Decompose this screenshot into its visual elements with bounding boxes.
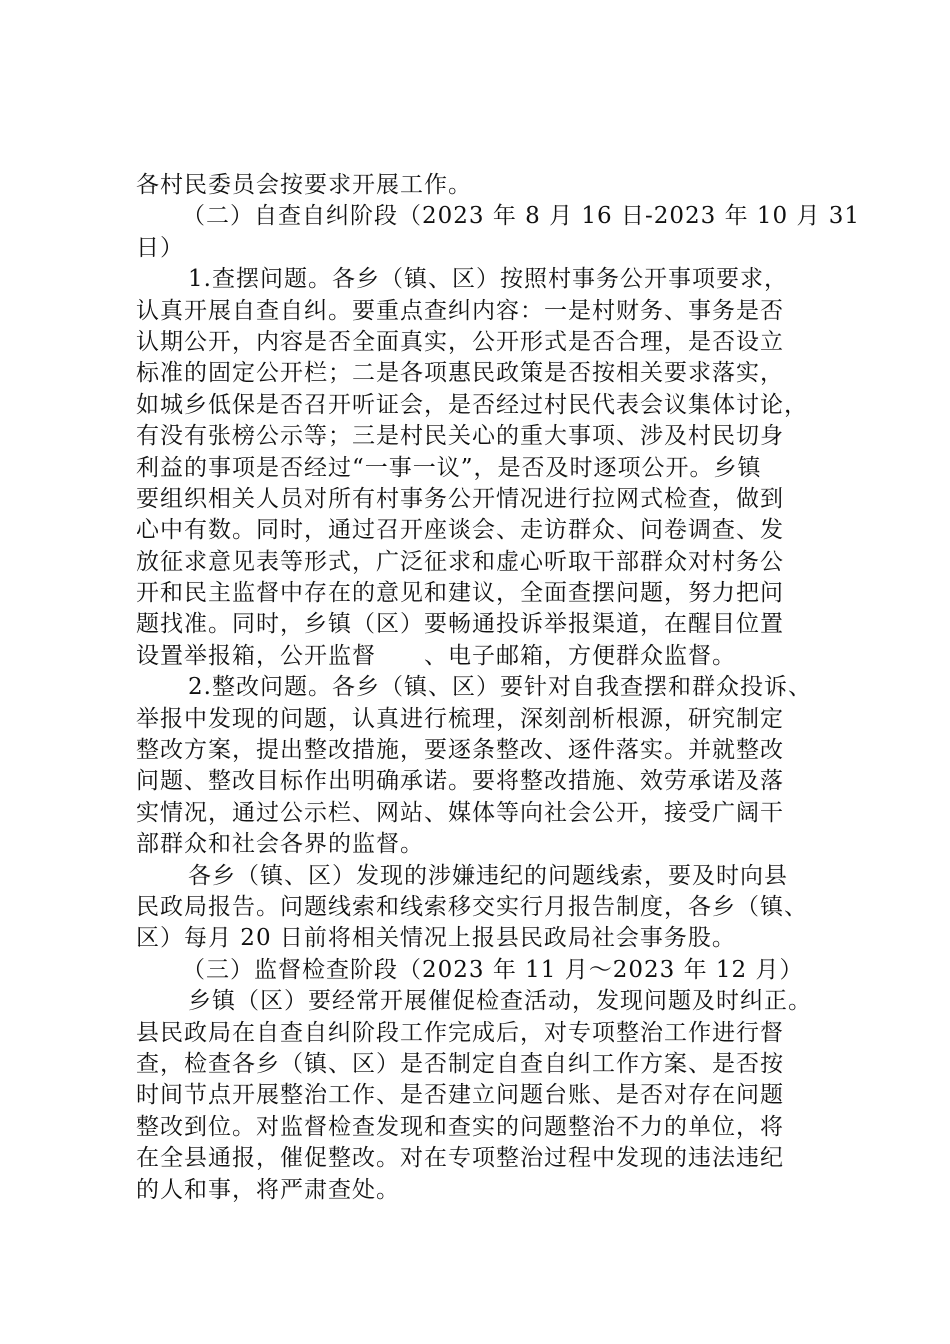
text-line: 标准的固定公开栏；二是各项惠民政策是否按相关要求落实，: [136, 360, 784, 387]
text-line: 题找准。同时，乡镇（区）要畅通投诉举报渠道，在醒目位置: [136, 611, 784, 638]
text-line: 认期公开，内容是否全面真实，公开形式是否合理，是否设立: [136, 328, 784, 355]
text-line: 时间节点开展整治工作、是否建立问题台账、是否对存在问题: [136, 1082, 784, 1109]
paragraph-start: 2.整改问题。各乡（镇、区）要针对自我查摆和群众投诉、: [188, 674, 812, 701]
text-line: 整改方案，提出整改措施，要逐条整改、逐件落实。并就整改: [136, 737, 784, 764]
section-heading: （三）监督检查阶段（2023 年 11 月～2023 年 12 月）: [182, 956, 804, 983]
text-line: 各村民委员会按要求开展工作。: [136, 172, 472, 198]
text-line: 利益的事项是否经过“一事一议”，是否及时逐项公开。乡镇: [136, 454, 762, 481]
text-line: 县民政局在自查自纠阶段工作完成后，对专项整治工作进行督: [136, 1019, 784, 1046]
document-body: [136, 170, 861, 1206]
text-line: 举报中发现的问题，认真进行梳理，深刻剖析根源，研究制定: [136, 705, 784, 732]
text-line: 区）每月 20 日前将相关情况上报县民政局社会事务股。: [136, 925, 736, 952]
text-line: 实情况，通过公示栏、网站、媒体等向社会公开，接受广阔干: [136, 799, 784, 826]
text-line: 如城乡低保是否召开听证会，是否经过村民代表会议集体讨论，: [136, 391, 808, 418]
text-line: 要组织相关人员对所有村事务公开情况进行拉网式检查，做到: [136, 485, 784, 512]
section-heading: （二）自查自纠阶段（2023 年 8 月 16 日-2023 年 10 月 31: [182, 203, 861, 230]
text-line: 在全县通报，催促整改。对在专项整治过程中发现的违法违纪: [136, 1145, 784, 1172]
text-line: 问题、整改目标作出明确承诺。要将整改措施、效劳承诺及落: [136, 768, 784, 795]
paragraph-start: 乡镇（区）要经常开展催促检查活动，发现问题及时纠正。: [188, 988, 812, 1015]
text-line: 的人和事，将严肃查处。: [136, 1176, 400, 1203]
text-line: 开和民主监督中存在的意见和建议，全面查摆问题，努力把问: [136, 580, 784, 607]
text-line: 放征求意见表等形式，广泛征求和虚心听取干部群众对村务公: [136, 548, 784, 575]
text-line: 设置举报箱，公开监督 、电子邮箱，方便群众监督。: [136, 642, 736, 669]
text-line: 心中有数。同时，通过召开座谈会、走访群众、问卷调查、发: [136, 517, 784, 544]
text-line: 有没有张榜公示等；三是村民关心的重大事项、涉及村民切身: [136, 423, 784, 450]
text-line: 部群众和社会各界的监督。: [136, 831, 424, 858]
text-line: 民政局报告。问题线索和线索移交实行月报告制度，各乡（镇、: [136, 893, 808, 920]
text-line: 日）: [136, 234, 184, 261]
text-line: 查，检查各乡（镇、区）是否制定自查自纠工作方案、是否按: [136, 1050, 784, 1077]
paragraph-start: 各乡（镇、区）发现的涉嫌违纪的问题线索，要及时向县: [188, 862, 788, 889]
paragraph-start: 1.查摆问题。各乡（镇、区）按照村事务公开事项要求，: [188, 266, 788, 293]
text-line: 整改到位。对监督检查发现和查实的问题整治不力的单位，将: [136, 1113, 784, 1140]
text-line: 认真开展自查自纠。要重点查纠内容：一是村财务、事务是否: [136, 297, 784, 324]
